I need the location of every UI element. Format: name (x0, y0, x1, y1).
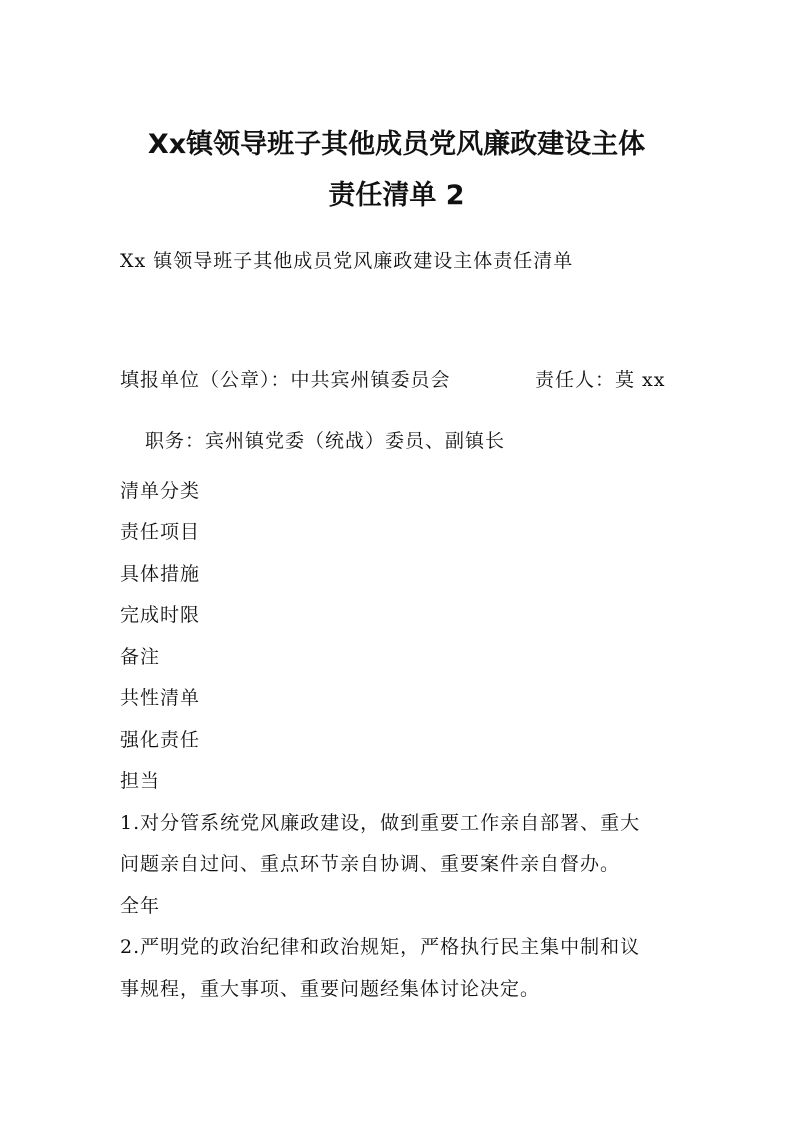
list-line: 1.对分管系统党风廉政建设，做到重要工作亲自部署、重大 (120, 812, 641, 834)
list-line: 共性清单 (120, 687, 201, 709)
document-subtitle: Xx 镇领导班子其他成员党风廉政建设主体责任清单 (120, 250, 574, 272)
list-line: 2.严明党的政治纪律和政治规矩，严格执行民主集中制和议 (120, 936, 641, 958)
list-line: 担当 (120, 770, 161, 792)
list-line: 问题亲自过问、重点环节亲自协调、重要案件亲自督办。 (120, 853, 621, 875)
job-position: 职务：宾州镇党委（统战）委员、副镇长 (145, 430, 506, 452)
list-line: 备注 (120, 646, 161, 668)
list-line: 事规程，重大事项、重要问题经集体讨论决定。 (120, 978, 541, 1000)
list-line: 责任项目 (120, 521, 201, 543)
list-line: 具体措施 (120, 563, 201, 585)
document-title-line2: 责任清单 2 (328, 180, 465, 211)
list-line: 清单分类 (120, 480, 201, 502)
list-line: 全年 (120, 895, 161, 917)
list-line: 强化责任 (120, 729, 201, 751)
reporting-unit: 填报单位（公章）：中共宾州镇委员会 (120, 369, 451, 391)
list-line: 完成时限 (120, 604, 201, 626)
responsible-person: 责任人：莫 xx (535, 369, 666, 391)
document-title-line1: Xx镇领导班子其他成员党风廉政建设主体 (147, 129, 646, 160)
